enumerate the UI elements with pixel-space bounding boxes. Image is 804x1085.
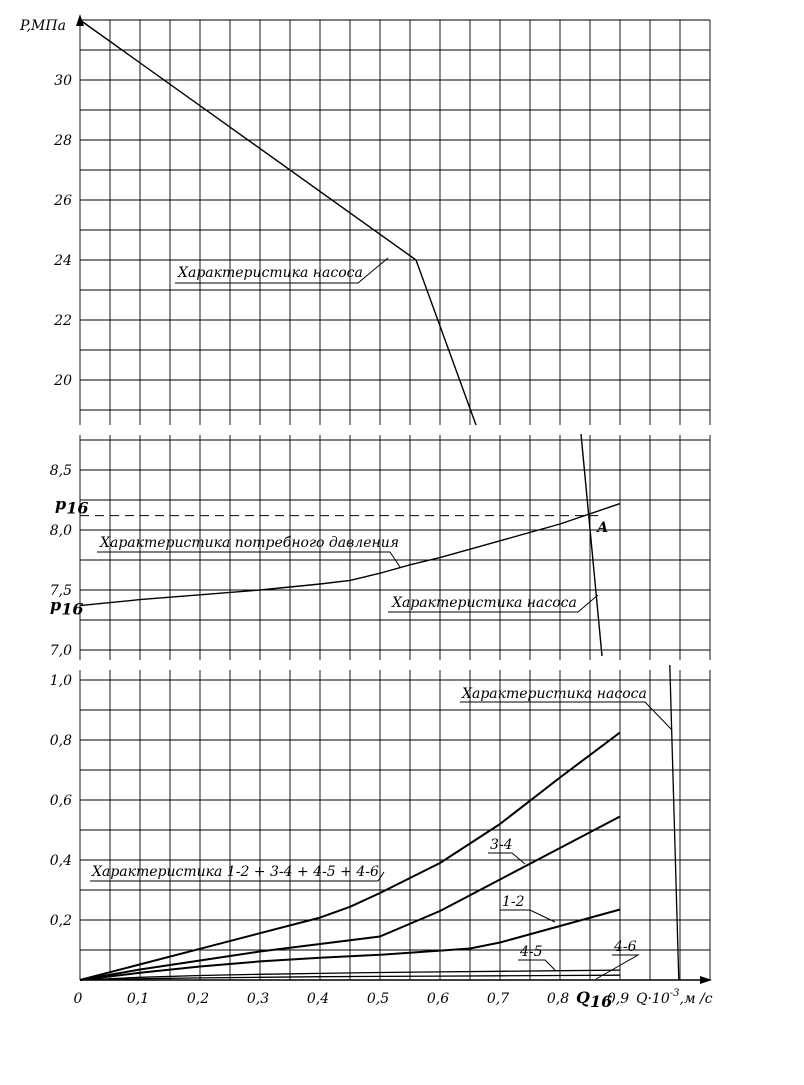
y-tick-label-middle: 7,5 — [49, 583, 72, 599]
y-tick-label-middle: 8,0 — [49, 523, 72, 539]
label-required-pressure: Характеристика потребного давления — [100, 535, 400, 551]
grid — [76, 14, 712, 984]
series-middle-2 — [581, 434, 602, 656]
undefined: p16 — [50, 595, 84, 619]
label-sum: Характеристика 1-2 + 3-4 + 4-5 + 4-6 — [92, 864, 379, 880]
x-tick-label: 0,2 — [186, 991, 210, 1007]
y-tick-label-bottom: 1,0 — [49, 673, 72, 689]
y-axis-title: P,МПа — [20, 18, 66, 34]
leader-3-4 — [488, 853, 525, 864]
y-tick-label-top: 26 — [54, 193, 72, 209]
leader-bottom-pump — [460, 702, 672, 730]
x-tick-label: 0,6 — [426, 991, 450, 1007]
x-tick-label: 0,3 — [246, 991, 270, 1007]
y-tick-label-top: 20 — [54, 373, 72, 389]
y-tick-label-bottom: 0,2 — [49, 913, 72, 929]
y-tick-label-bottom: 0,6 — [49, 793, 72, 809]
y-tick-label-top: 24 — [54, 253, 72, 269]
leader-4-5 — [518, 960, 555, 970]
undefined: Q16 — [576, 988, 613, 1011]
y-tick-label-top: 30 — [54, 73, 72, 89]
x-tick-label: 0,5 — [366, 991, 390, 1007]
y-tick-label-top: 22 — [54, 313, 72, 329]
label-top-pump: Характеристика насоса — [178, 265, 363, 281]
label-4-5: 4-5 — [520, 944, 543, 960]
x-tick-label: 0,9 — [606, 991, 630, 1007]
y-tick-label-middle: 8,5 — [49, 463, 72, 479]
y-tick-label-middle: 7,0 — [49, 643, 72, 659]
leader-required-pressure — [97, 552, 400, 567]
y-tick-label-top: 28 — [54, 133, 72, 149]
x-tick-label: 0,7 — [486, 991, 510, 1007]
x-tick-label: 0 — [73, 991, 83, 1007]
series-bottom-6 — [670, 665, 679, 980]
x-tick-label: 0,4 — [306, 991, 330, 1007]
label-middle-pump: Характеристика насоса — [392, 595, 577, 611]
y-tick-label-bottom: 0,8 — [49, 733, 72, 749]
label-4-6: 4-6 — [614, 939, 637, 955]
series-top-1 — [80, 20, 476, 425]
label-bottom-pump: Характеристика насоса — [462, 686, 647, 702]
undefined: p16 — [55, 494, 89, 518]
x-axis-title: $Q\cdot 10^{-3},м$ /с — [636, 988, 713, 1007]
label-3-4: 3-4 — [490, 837, 513, 853]
y-tick-label-bottom: 0,4 — [49, 853, 72, 869]
label-point-a: А — [597, 520, 609, 536]
labels — [19, 18, 713, 1011]
x-tick-label: 0,8 — [546, 991, 570, 1007]
x-tick-label: 0,1 — [126, 991, 150, 1007]
label-1-2: 1-2 — [502, 894, 525, 910]
